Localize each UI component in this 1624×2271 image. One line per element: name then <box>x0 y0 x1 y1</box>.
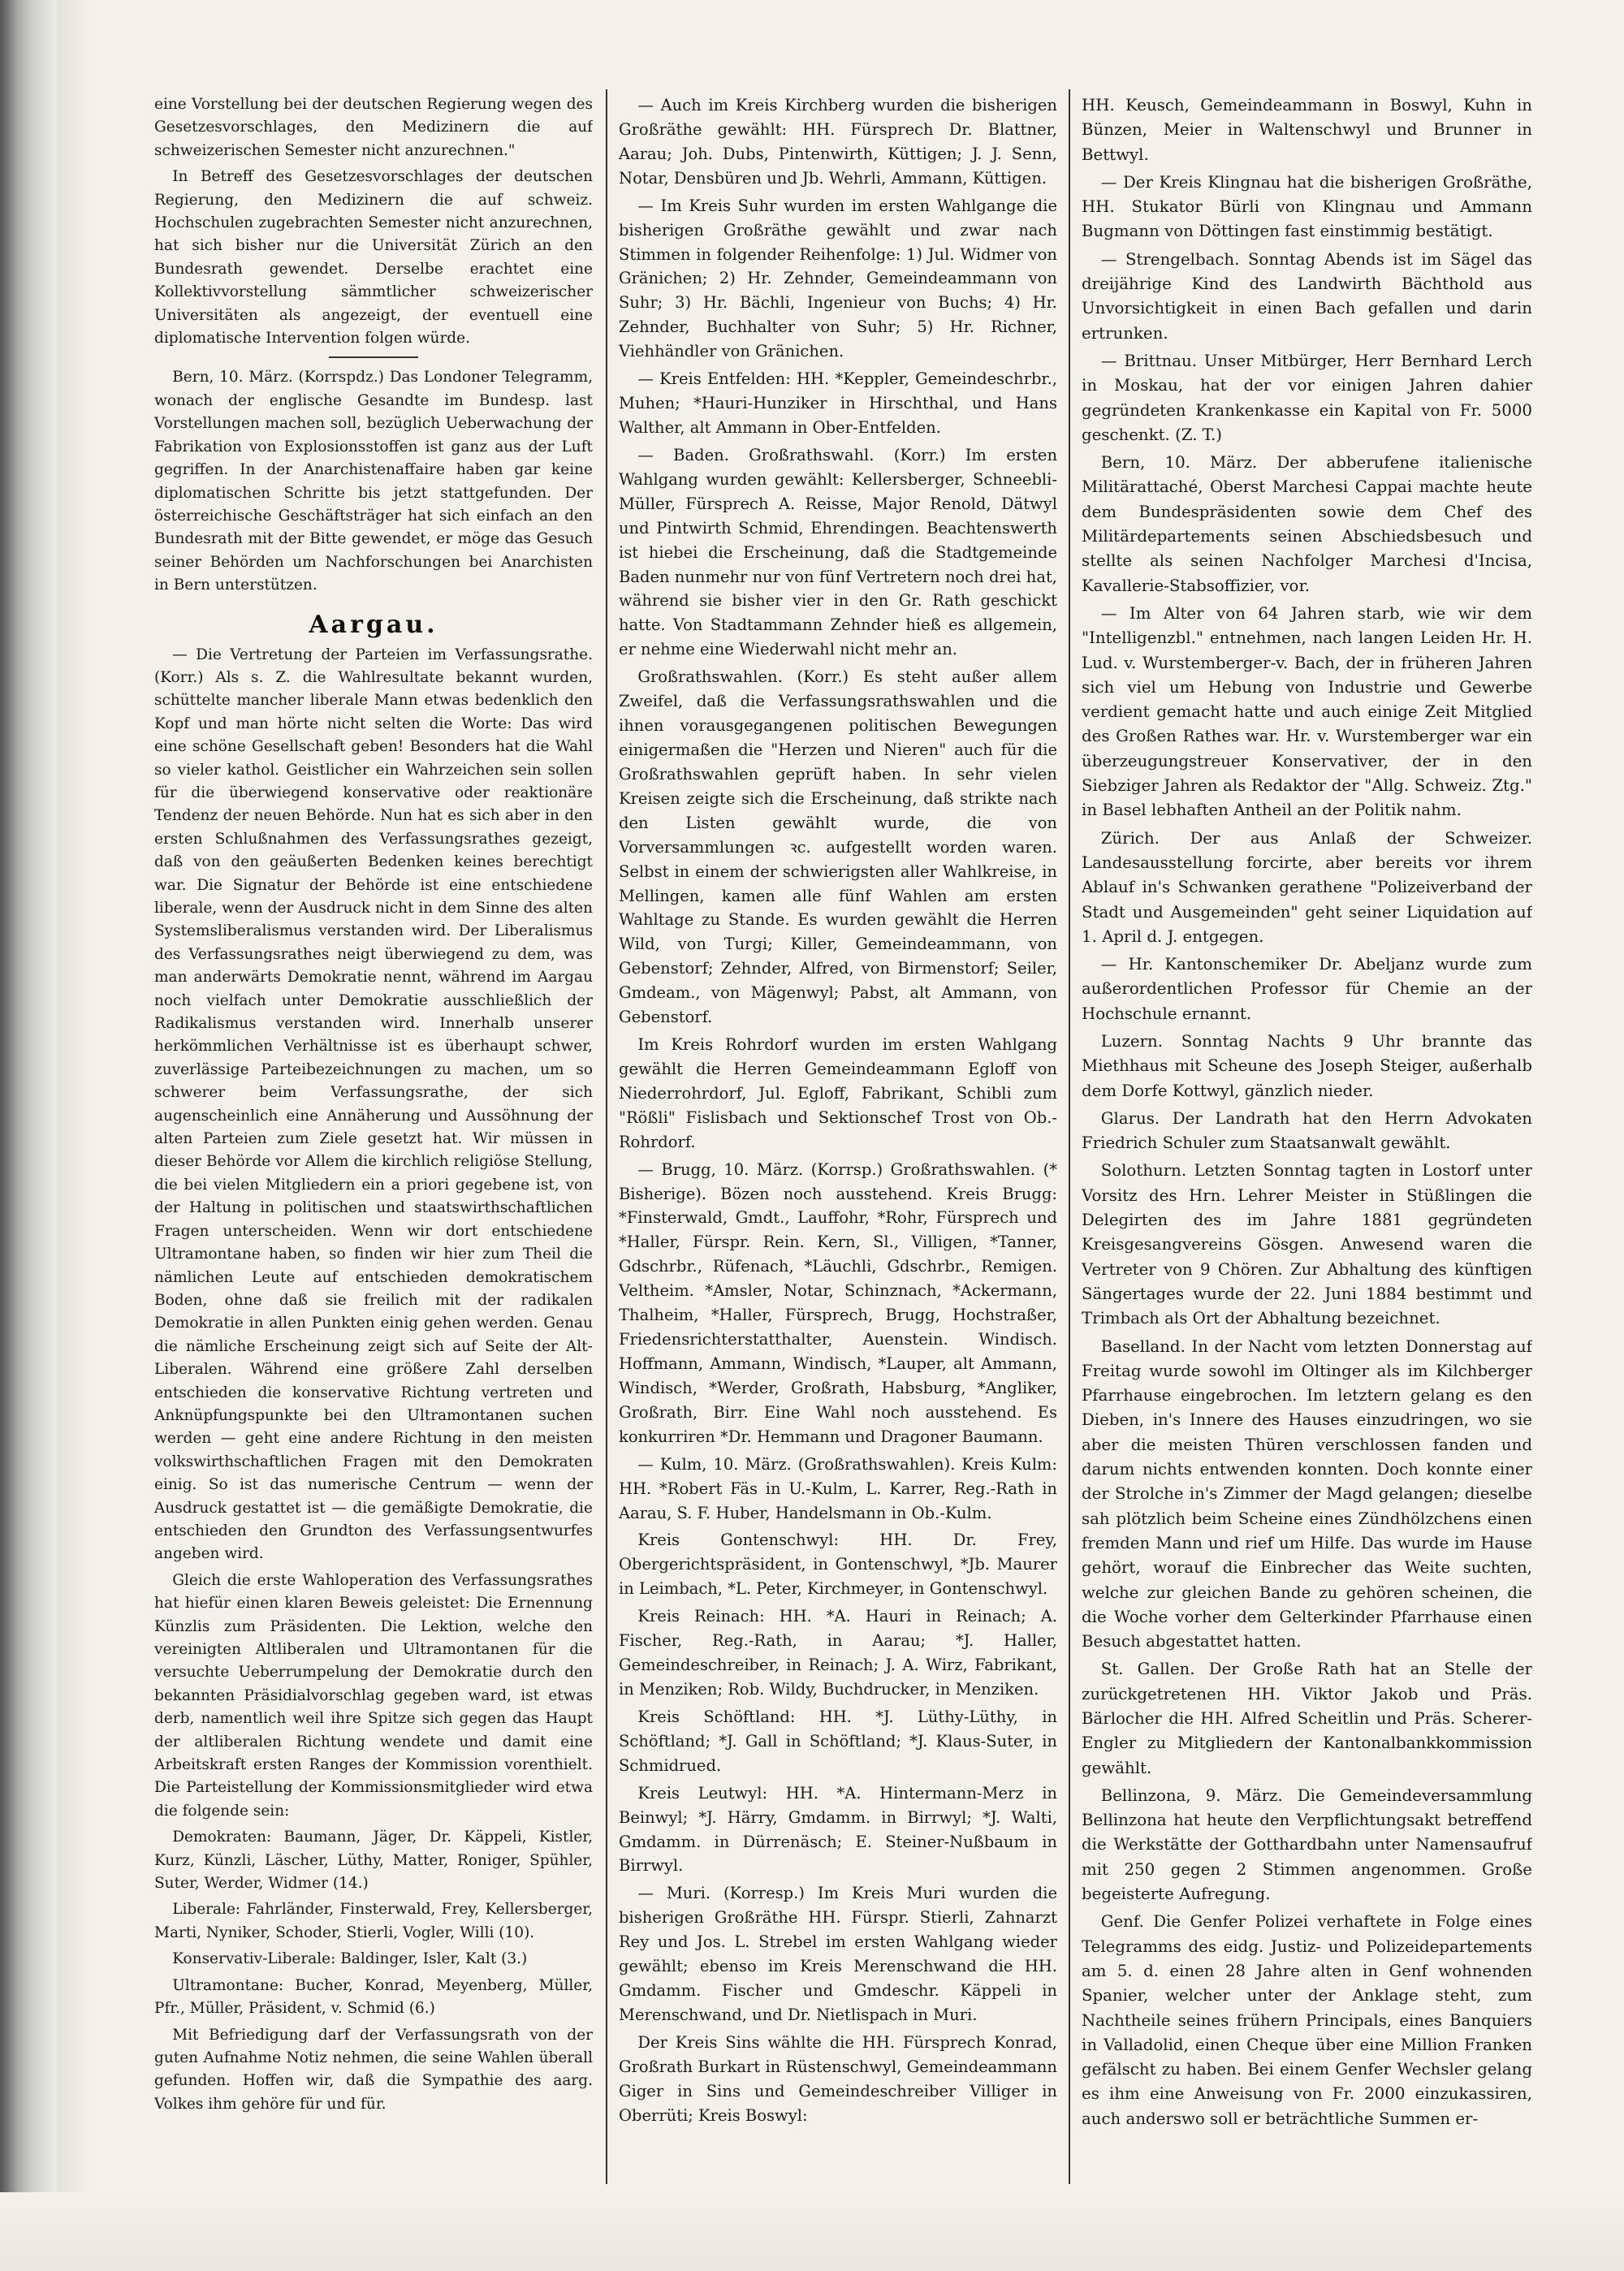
section-heading: Aargau. <box>309 610 438 639</box>
page-shadow <box>57 0 89 2271</box>
paragraph: — Brittnau. Unser Mitbürger, Herr Bernhard Lerch in Moskau, hat der vor einigen Jahren dahier gegründeten Krankenkasse ein Kapital von Fr. 5000 geschenkt. (Z. T.) <box>1082 351 1532 444</box>
paragraph: Der Kreis Sins wählte die HH. Fürsprech Konrad, Großrath Burkart in Rüstenschwyl, Gemeindeammann Giger in Sins und Gemeindeschreiber Villiger in Oberrüti; Kreis Boswyl: <box>619 2032 1057 2125</box>
paragraph: — Kreis Entfelden: HH. *Keppler, Gemeindeschrbr., Muhen; *Hauri-Hunziker in Hirschthal, und Hans Walther, alt Ammann in Ober-Entfelden. <box>619 369 1057 437</box>
paragraph: — Brugg, 10. März. (Korrsp.) Großrathswahlen. (* Bisherige). Bözen noch ausstehend. Kreis Brugg: *Finsterwald, Gmdt., Lauffohr, *Rohr, Fürsprech und *Haller, Fürspr. Rein. Kern, Sl., Villigen, *Tanner, Gdschrbr., Rüfenach, *Läuchli, Gdschrbr., Remigen. Veltheim. *Amsler, Notar, Schinznach, *Ackermann, Thalheim, *Haller, Fürsprech, Brugg, Hochstraßer, Friedensrichterstatthalter, Auenstein. Windisch. Hoffmann, Ammann, Windisch, *Lauper, alt Ammann, Windisch, *Werder, Großrath, Habsburg, *Angliker, Großrath, Birr. Eine Wahl noch ausstehend. Es konkurriren *Dr. Hemmann und Dragoner Baumann. <box>619 1159 1057 1446</box>
column-rule <box>1069 89 1070 2184</box>
paragraph: — Strengelbach. Sonntag Abends ist im Sägel das dreijährige Kind des Landwirth Bächthold aus Unvorsichtigkeit in einen Bach gefallen und darin ertrunken. <box>1082 249 1532 343</box>
paragraph: HH. Keusch, Gemeindeammann in Boswyl, Kuhn in Bünzen, Meier in Waltenschwyl und Brunner in Bettwyl. <box>1082 96 1532 164</box>
paragraph: Liberale: Fahrländer, Finsterwald, Frey, Kellersberger, Marti, Nyniker, Schoder, Stierli, Vogler, Willi (10). <box>154 1901 593 1941</box>
column-3 <box>1082 93 1532 2180</box>
paragraph: Genf. Die Genfer Polizei verhaftete in Folge eines Telegramms des eidg. Justiz- und Polizeidepartements am 5. d. einen 28 Jahre alten in Genf wohnenden Spanier, welcher unter der Anklage steht, zum Nachtheile seines frühern Principals, eines Banquiers in Valladolid, einen Cheque über eine Million Franken gefälscht zu haben. Bei einem Genfer Wechsler gelang es ihm eine Anweisung von Fr. 2000 einzukassiren, auch anderswo soll er beträchtliche Summen er- <box>1082 1912 1532 2128</box>
paragraph: eine Vorstellung bei der deutschen Regierung wegen des Gesetzesvorschlages, den Medizinern die auf schweizerischen Semester nicht anzurechnen." <box>154 96 593 159</box>
paragraph: — Die Vertretung der Parteien im Verfassungsrathe. (Korr.) Als s. Z. die Wahlresultate bekannt wurden, schüttelte mancher liberale Mann etwas bedenklich den Kopf und man hörte nicht selten die Worte: Das wird eine schöne Gesellschaft geben! Besonders hat die Wahl so vieler kathol. Geistlicher ein Wahrzeichen sein sollen für die überwiegend konservative oder reaktionäre Tendenz der neuen Behörde. Nun hat es sich aber in den ersten Schlußnahmen des Verfassungsrathes gezeigt, daß von den geäußerten Bedenken keines berechtigt war. Die Signatur der Behörde ist eine entschiedene liberale, wenn der Ausdruck nicht in dem Sinne des alten Systemsliberalismus verstanden wird. Der Liberalismus des Verfassungsrathes neigt überwiegend zu dem, was man anderwärts Demokratie nennt, während im Aargau noch vielfach unter Demokratie ausschließlich der Radikalismus verstanden wird. Innerhalb unserer herkömmlichen Verhältnisse ist es überhaupt schwer, zuverlässige Parteibezeichnungen zu machen, um so schwerer beim Verfassungsrathe, der sich augenscheinlich eine Annäherung und Aussöhnung der alten Parteien zum Ziele gesetzt hat. Wir müssen in dieser Behörde vor Allem die kirchlich religiöse Stellung, die bei vielen Mitgliedern ein a priori gegebene ist, von der Haltung in politischen und staatswirthschaftlichen Fragen unterscheiden. Wenn wir dort entschiedene Ultramontane haben, so finden wir hier zum Theil die nämlichen Leute auf entschieden demokratischem Boden, ohne daß sie freilich mit der radikalen Demokratie in allen Punkten einig gehen werden. Genau die nämliche Erscheinung zeigt sich auf Seite der Alt-Liberalen. Während eine größere Zahl derselben entschieden die konservative Richtung vertreten und Anknüpfungspunkte bei den Ultramontanen suchen werden — geht eine andere Richtung in den meisten volkswirthschaftlichen Fragen mit den Demokraten einig. So ist das numerische Centrum — wenn der Ausdruck gestattet ist — die gemäßigte Demokratie, die entschieden den Grundton des Verfassungsentwurfes angeben wird. <box>154 645 593 1563</box>
paragraph: Bern, 10. März. Der abberufene italienische Militärattaché, Oberst Marchesi Cappai machte heute dem Bundespräsidenten sowie dem Chef des Militärdepartements seinen Abschiedsbesuch und stellte als seinen Nachfolger Marchesi d'Incisa, Kavallerie-Stabsoffizier, vor. <box>1082 453 1532 595</box>
paragraph: — Im Kreis Suhr wurden im ersten Wahlgange die bisherigen Großräthe gewählt und zwar nach Stimmen in folgender Reihenfolge: 1) Jul. Widmer von Gränichen; 2) Hr. Zehnder, Gemeindeammann von Suhr; 3) Hr. Bächli, Ingenieur von Buchs; 4) Hr. Zehnder, Buchhalter von Suhr; 5) Hr. Richner, Viehhändler von Gränichen. <box>619 196 1057 361</box>
paragraph: In Betreff des Gesetzesvorschlages der deutschen Regierung, den Medizinern die auf schweiz. Hochschulen zugebrachten Semester nicht anzurechnen, hat sich bisher nur die Universität Zürich an den Bundesrath gewendet. Derselbe erachtet eine Kollektivvorstellung sämmtlicher schweizerischer Universitäten als angezeigt, der eventuell eine diplomatische Intervention folgen würde. <box>154 168 593 348</box>
page-bottom-margin <box>0 2192 1624 2271</box>
paragraph: Luzern. Sonntag Nachts 9 Uhr brannte das Miethhaus mit Scheune des Joseph Steiger, außerhalb dem Dorfe Kottwyl, gänzlich nieder. <box>1082 1031 1532 1100</box>
paragraph: Ultramontane: Bucher, Konrad, Meyenberg, Müller, Pfr., Müller, Präsident, v. Schmid (6.) <box>154 1976 593 2018</box>
paragraph: — Baden. Großrathswahl. (Korr.) Im ersten Wahlgang wurden gewählt: Kellersberger, Schneebli-Müller, Fürsprech A. Reisse, Major Renold, Dätwyl und Pintwirth Schmid, Ehrendingen. Beachtenswerth ist hiebei die Erscheinung, daß die Stadtgemeinde Baden nunmehr nur von fünf Vertretern noch drei hat, während sie bisher vier in den Gr. Rath geschickt hatte. Von Stadtammann Zehnder hieß es allgemein, er nehme eine Wiederwahl nicht mehr an. <box>619 445 1057 659</box>
paragraph: Zürich. Der aus Anlaß der Schweizer. Landesausstellung forcirte, aber bereits vor ihrem Ablauf in's Schwanken gerathene "Polizeiverband der Stadt und Ausgemeinden" geht seiner Liquidation auf 1. April d. J. entgegen. <box>1082 828 1532 946</box>
paragraph: — Der Kreis Klingnau hat die bisherigen Großräthe, HH. Stukator Bürli von Klingnau und Ammann Bugmann von Döttingen fast einstimmig bestätigt. <box>1082 172 1532 241</box>
paragraph: — Muri. (Korresp.) Im Kreis Muri wurden die bisherigen Großräthe HH. Fürspr. Stierli, Zahnarzt Rey und Jos. L. Strebel im ersten Wahlgang wieder gewählt; ebenso im Kreis Merenschwand die HH. Gmdamm. Fischer und Gmdeschr. Käppeli in Merenschwand, und Dr. Nietlispach in Muri. <box>619 1884 1057 2024</box>
paragraph: — Kulm, 10. März. (Großrathswahlen). Kreis Kulm: HH. *Robert Fäs in U.-Kulm, L. Karrer, Reg.-Rath in Aarau, S. F. Huber, Handelsmann in Ob.-Kulm. <box>619 1454 1057 1522</box>
paragraph: Im Kreis Rohrdorf wurden im ersten Wahlgang gewählt die Herren Gemeindeammann Egloff von Niederrohrdorf, Jul. Egloff, Fabrikant, Schibli zum "Rößli" Fislisbach und Sektionschef Trost von Ob.-Rohrdorf. <box>619 1035 1057 1151</box>
paragraph: Bern, 10. März. (Korrspdz.) Das Londoner Telegramm, wonach der englische Gesandte im Bundesp. last Vorstellungen machen soll, bezüglich Ueberwachung der Fabrikation von Explosionsstoffen ist ganz aus der Luft gegriffen. In der Anarchistenaffaire haben gar keine diplomatischen Schritte bis jetzt stattgefunden. Der österreichische Geschäftsträger hat sich einfach an den Bundesrath mit der Bitte gewendet, er möge das Gesuch seiner Behörden um Nachforschungen bei Anarchisten in Bern unterstützen. <box>154 369 593 594</box>
paragraph: — Auch im Kreis Kirchberg wurden die bisherigen Großräthe gewählt: HH. Fürsprech Dr. Blattner, Aarau; Joh. Dubs, Pintenwirth, Küttigen; J. J. Senn, Notar, Densbüren und Jb. Wehrli, Ammann, Küttigen. <box>619 96 1057 188</box>
paragraph: Demokraten: Baumann, Jäger, Dr. Käppeli, Kistler, Kurz, Künzli, Läscher, Lüthy, Matter, Roniger, Spühler, Suter, Werder, Widmer (14.) <box>154 1828 593 1893</box>
paragraph: Baselland. In der Nacht vom letzten Donnerstag auf Freitag wurde sowohl im Oltinger als im Kilchberger Pfarrhause eingebrochen. Im letztern gelang es den Dieben, in's Innere des Hauses einzudringen, wo sie aber die meisten Thüren verschlossen fanden und darum nichts entwenden konnten. Doch konnte einer der Strolche in's Zimmer der Magd gelangen; dieselbe sah plötzlich beim Scheine eines Zündhölzchens einen fremden Mann und rief um Hilfe. Das wurde im Hause gehört, worauf die Einbrecher das Weite suchten, welche zur gleichen Bande zu gehören scheinen, die die Woche vorher dem Gelterkinder Pfarrhause einen Besuch abgestattet hatten. <box>1082 1336 1532 1651</box>
paragraph: Kreis Reinach: HH. *A. Hauri in Reinach; A. Fischer, Reg.-Rath, in Aarau; *J. Haller, Gemeindeschreiber, in Reinach; J. A. Wirz, Fabrikant, in Menziken; Rob. Wildy, Buchdrucker, in Menziken. <box>619 1607 1057 1699</box>
paragraph: Großrathswahlen. (Korr.) Es steht außer allem Zweifel, daß die Verfassungsrathswahlen und die ihnen vorausgegangenen politischen Bewegungen einigermaßen die "Herzen und Nieren" auch für die Großrathswahlen geprüft haben. In sehr vielen Kreisen zeigte sich die Erscheinung, daß strikte nach den Listen gewählt wurde, die von Vorversammlungen ꝛc. aufgestellt worden waren. Selbst in einem der schwierigsten aller Wahlkreise, in Mellingen, kamen alle fünf Wahlen am ersten Wahltage zu Stande. Es wurden gewählt die Herren Wild, von Turgi; Killer, Gemeindeammann, von Gebenstorf; Zehnder, Alfred, von Birmenstorf; Seiler, Gmdeam., von Mägenwyl; Pabst, alt Ammann, von Gebenstorf. <box>619 667 1057 1027</box>
paragraph: Solothurn. Letzten Sonntag tagten in Lostorf unter Vorsitz des Hrn. Lehrer Meister in Stüßlingen die Delegirten des im Jahre 1881 gegründeten Kreisgesangvereins Gösgen. Anwesend waren die Vertreter von 9 Chören. Zur Abhaltung des künftigen Sängertages wurde der 22. Juni 1884 bestimmt und Trimbach als Ort der Abhaltung bezeichnet. <box>1082 1161 1532 1328</box>
column-rule <box>606 89 607 2184</box>
paragraph: Glarus. Der Landrath hat den Herrn Advokaten Friedrich Schuler zum Staatsanwalt gewählt. <box>1082 1108 1532 1153</box>
paragraph: Kreis Leutwyl: HH. *A. Hintermann-Merz in Beinwyl; *J. Härry, Gmdamm. in Birrwyl; *J. Walti, Gmdamm. in Dürrenäsch; E. Steiner-Nußbaum in Birrwyl. <box>619 1783 1057 1876</box>
paragraph: Kreis Gontenschwyl: HH. Dr. Frey, Obergerichtspräsident, in Gontenschwyl, *Jb. Maurer in Leimbach, *L. Peter, Kirchmeyer, in Gontenschwyl. <box>619 1531 1057 1599</box>
paragraph: — Hr. Kantonschemiker Dr. Abeljanz wurde zum außerordentlichen Professor für Chemie an der Hochschule ernannt. <box>1082 955 1532 1023</box>
column-2 <box>619 93 1057 2180</box>
separator <box>329 356 418 358</box>
paragraph: Bellinzona, 9. März. Die Gemeindeversammlung Bellinzona hat heute den Verpflichtungsakt betreffend die Werkstätte der Gotthardbahn unter Namensaufruf mit 250 gegen 2 Stimmen angenommen. Große begeisterte Aufregung. <box>1082 1785 1532 1904</box>
binding-edge <box>0 0 57 2271</box>
paragraph: St. Gallen. Der Große Rath hat an Stelle der zurückgetretenen HH. Viktor Jakob und Präs. Bärlocher die HH. Alfred Scheitlin und Präs. Scherer-Engler zu Mitgliedern der Kantonalbankkommission gewählt. <box>1082 1660 1532 1777</box>
paragraph: Mit Befriedigung darf der Verfassungsrath von der guten Aufnahme Notiz nehmen, die seine Wahlen überall gefunden. Hoffen wir, daß die Sympathie des aarg. Volkes ihm gehöre für und für. <box>154 2026 593 2113</box>
paragraph: Konservativ-Liberale: Baldinger, Isler, Kalt (3.) <box>172 1950 528 1968</box>
column-1 <box>154 93 593 2180</box>
paragraph: Gleich die erste Wahloperation des Verfassungsrathes hat hiefür einen klaren Beweis geleistet: Die Ernennung Künzlis zum Präsidenten. Die Lektion, welche den vereinigten Altliberalen und Ultramontanen für die versuchte Ueberrumpelung der Demokratie durch den bekannten Präsidialvorschlag gegeben ward, ist etwas derb, namentlich weil ihre Spitze sich gegen das Haupt der altliberalen Richtung wendete und damit eine Arbeitskraft ersten Ranges der Kommission vorenthielt. Die Parteistellung der Kommissionsmitglieder wird etwa die folgende sein: <box>154 1571 593 1820</box>
paragraph: — Im Alter von 64 Jahren starb, wie wir dem "Intelligenzbl." entnehmen, nach langen Leiden Hr. H. Lud. v. Wurstemberger-v. Bach, der in früheren Jahren sich viel um Hebung von Industrie und Gewerbe verdient gemacht hatte und auch einige Zeit Mitglied des Großen Rathes war. Hr. v. Wurstemberger war ein überzeugungstreuer Konservativer, der in den Siebziger Jahren als Redaktor der "Allg. Schweiz. Ztg." in Basel lebhaften Antheil an der Politik nahm. <box>1082 603 1532 820</box>
paragraph: Kreis Schöftland: HH. *J. Lüthy-Lüthy, in Schöftland; *J. Gall in Schöftland; *J. Klaus-Suter, in Schmidrued. <box>619 1707 1057 1775</box>
